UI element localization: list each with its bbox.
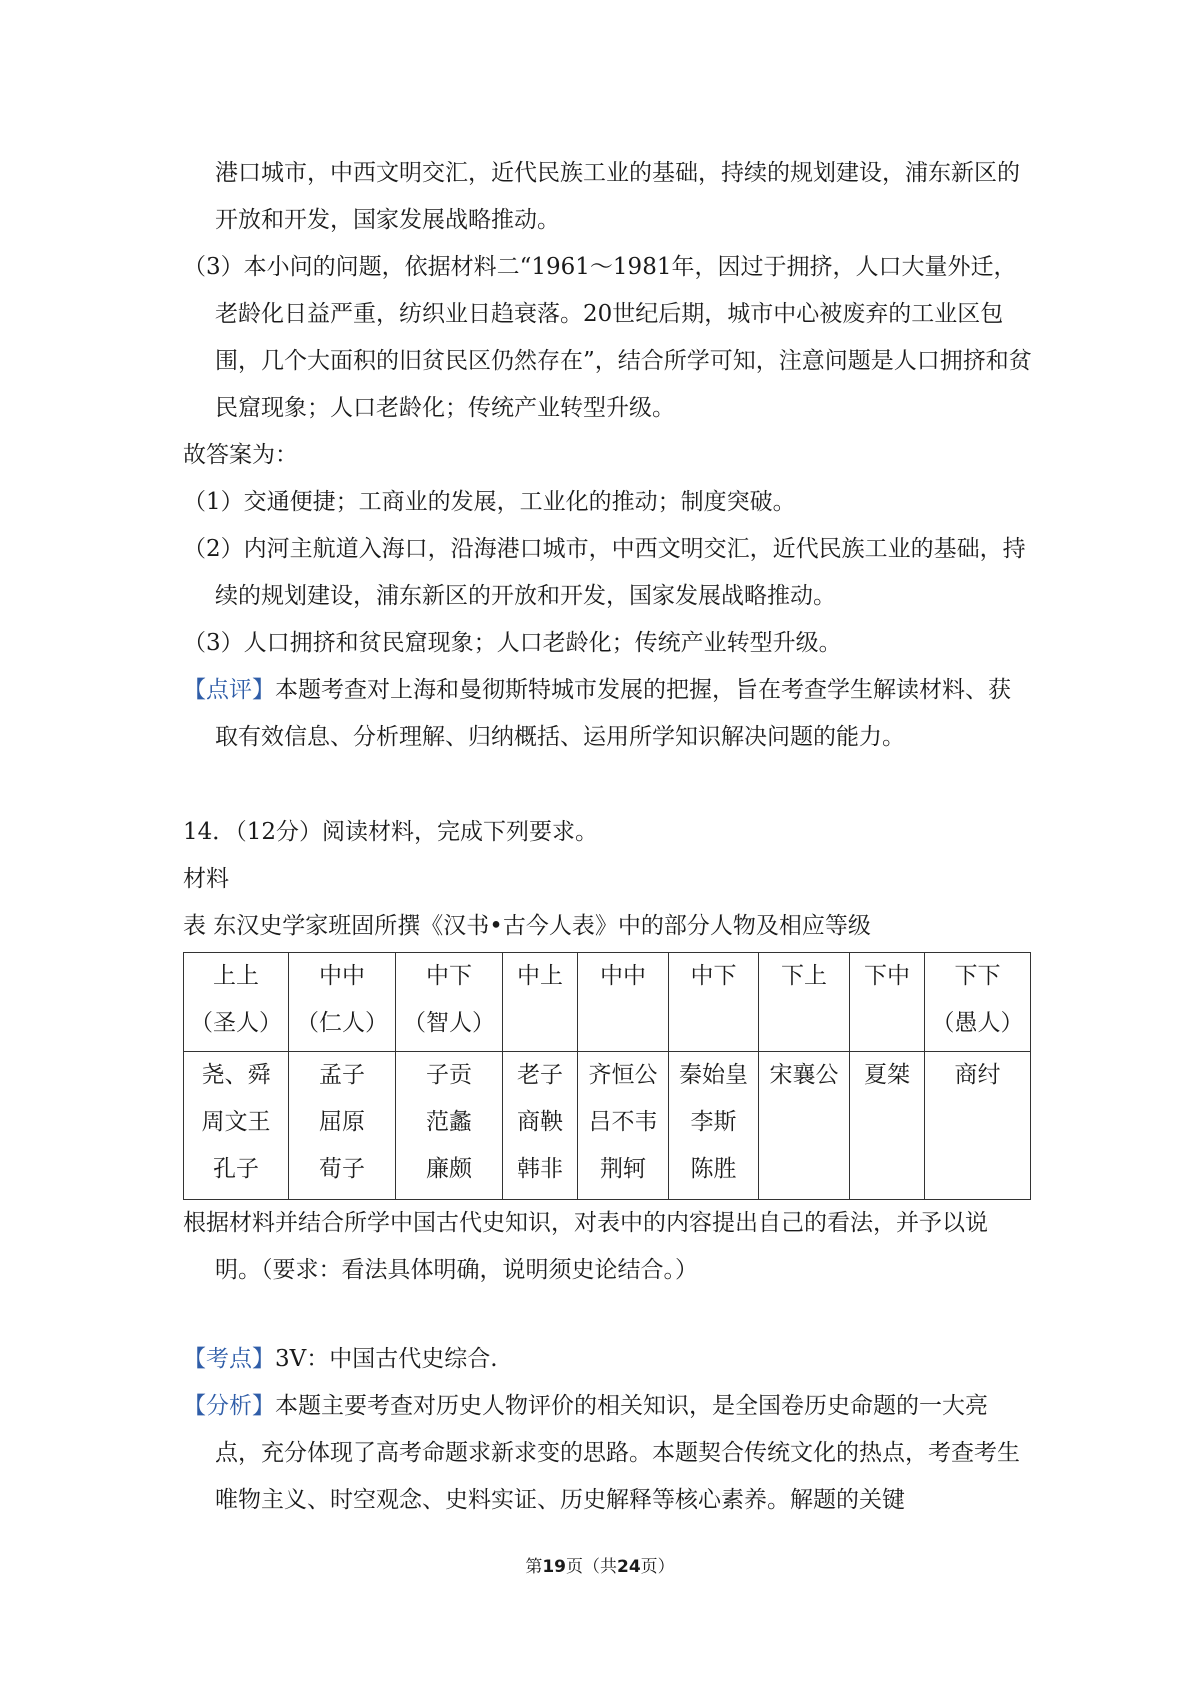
grade-cell	[289, 953, 396, 1052]
person-name: 孔子	[213, 1156, 259, 1182]
grade-cell	[578, 953, 669, 1052]
grades-table	[183, 952, 1031, 1200]
person-name: 尧、舜	[201, 1062, 271, 1088]
people-cell	[578, 1052, 669, 1200]
kaodian-paragraph	[183, 1336, 1033, 1383]
spacer	[183, 1294, 1033, 1336]
grade-cell	[925, 953, 1031, 1052]
people-cell	[759, 1052, 850, 1200]
people-cell	[184, 1052, 289, 1200]
grade-cell	[396, 953, 503, 1052]
review-tag: 【点评】	[183, 677, 275, 703]
footer-prefix: 第	[525, 1557, 543, 1577]
fenxi-text: 本题主要考查对历史人物评价的相关知识，是全国卷历史命题的一大亮点，充分体现了高考命题求新求变的思路。本题契合传统文化的热点，考查考生唯物主义、时空观念、史料实证、历史解释等核心素养。解题的关键	[215, 1393, 1020, 1513]
person-name: 商鞅	[517, 1109, 563, 1135]
grade-label: （愚人）	[931, 1010, 1024, 1036]
people-cell	[925, 1052, 1031, 1200]
document-page	[183, 150, 1033, 1524]
review-paragraph	[183, 667, 1033, 761]
people-cell	[396, 1052, 503, 1200]
person-name: 宋襄公	[769, 1062, 839, 1088]
kaodian-text: 3V：中国古代史综合.	[275, 1346, 498, 1372]
spacer	[183, 761, 1033, 809]
person-name: 吕不韦	[588, 1109, 658, 1135]
grade-label: 上上	[213, 963, 259, 989]
grade-label: 中中	[600, 963, 646, 989]
table-caption: 表 东汉史学家班固所撰《汉书•古今人表》中的部分人物及相应等级	[183, 913, 871, 939]
answer-1: （1）交通便捷；工商业的发展，工业化的推动；制度突破。	[183, 489, 796, 515]
person-name: 老子	[517, 1062, 563, 1088]
person-name: 屈原	[319, 1109, 365, 1135]
person-name: 廉颇	[426, 1156, 472, 1182]
answer-3: （3）人口拥挤和贫民窟现象；人口老龄化；传统产业转型升级。	[183, 630, 842, 656]
review-text: 本题考查对上海和曼彻斯特城市发展的把握，旨在考查学生解读材料、获取有效信息、分析理解、归纳概括、运用所学知识解决问题的能力。	[215, 677, 1011, 750]
question-requirement: 根据材料并结合所学中国古代史知识，对表中的内容提出自己的看法，并予以说明。（要求：看法具体明确，说明须史论结合。）	[183, 1210, 988, 1283]
person-name: 孟子	[319, 1062, 365, 1088]
grade-cell	[184, 953, 289, 1052]
grade-label: 下上	[781, 963, 827, 989]
page-footer	[0, 1555, 1200, 1579]
person-name: 范蠡	[426, 1109, 472, 1135]
person-name: 荆轲	[600, 1156, 646, 1182]
person-name: 陈胜	[690, 1156, 737, 1182]
fenxi-tag: 【分析】	[183, 1393, 275, 1419]
grade-cell	[669, 953, 759, 1052]
footer-middle: 页（共	[566, 1557, 617, 1577]
grade-label: 中中	[319, 963, 365, 989]
footer-page-number: 19	[542, 1557, 566, 1577]
grade-label: 中下	[690, 963, 737, 989]
grade-label: （仁人）	[296, 1010, 388, 1036]
person-name: 夏桀	[864, 1062, 910, 1088]
person-name: 李斯	[690, 1109, 737, 1135]
paragraph-continuation: 港口城市，中西文明交汇，近代民族工业的基础，持续的规划建设，浦东新区的开放和开发，国家发展战略推动。	[215, 160, 1020, 233]
paragraph-q3-analysis: （3）本小问的问题，依据材料二“1961～1981年，因过于拥挤，人口大量外迁，老龄化日益严重，纺织业日趋衰落。20世纪后期，城市中心被废弃的工业区包围，几个大面积的旧贫民区仍然存在”，结合所学可知，注意问题是人口拥挤和贫民窟现象；人口老龄化；传统产业转型升级。	[183, 254, 1032, 421]
people-row	[184, 1052, 1031, 1200]
grade-label: 中下	[426, 963, 472, 989]
grade-label: 下中	[864, 963, 910, 989]
material-label: 材料	[183, 866, 229, 892]
fenxi-paragraph	[183, 1383, 1033, 1524]
person-name: 周文王	[201, 1109, 271, 1135]
people-cell	[289, 1052, 396, 1200]
question-14-title: 14．（12分）阅读材料，完成下列要求。	[183, 819, 599, 845]
kaodian-tag: 【考点】	[183, 1346, 275, 1372]
grade-label: （圣人）	[190, 1010, 282, 1036]
footer-suffix: 页）	[640, 1557, 675, 1577]
person-name: 子贡	[426, 1062, 472, 1088]
people-cell	[850, 1052, 925, 1200]
people-cell	[503, 1052, 578, 1200]
answer-2: （2）内河主航道入海口，沿海港口城市，中西文明交汇，近代民族工业的基础，持续的规划建设，浦东新区的开放和开发，国家发展战略推动。	[183, 536, 1026, 609]
person-name: 荀子	[319, 1156, 365, 1182]
person-name: 韩非	[517, 1156, 563, 1182]
grade-cell	[503, 953, 578, 1052]
grade-label: 下下	[954, 963, 1001, 989]
grade-label: 中上	[517, 963, 563, 989]
answer-intro: 故答案为：	[183, 442, 298, 468]
grade-cell	[850, 953, 925, 1052]
people-cell	[669, 1052, 759, 1200]
person-name: 秦始皇	[679, 1062, 748, 1088]
person-name: 商纣	[954, 1062, 1001, 1088]
person-name: 齐恒公	[588, 1062, 658, 1088]
grade-label: （智人）	[403, 1010, 495, 1036]
footer-total-pages: 24	[617, 1557, 641, 1577]
grade-header-row	[184, 953, 1031, 1052]
grade-cell	[759, 953, 850, 1052]
